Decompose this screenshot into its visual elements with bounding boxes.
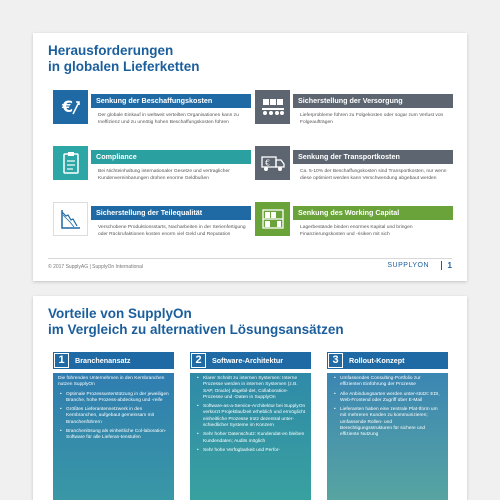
challenge-card [255,146,455,200]
list-item: • Optimale Prozessunterstützung in der jeweiligen Branche, hohe Prozess-abdeckung und -reife [58,392,169,405]
column-number: 3 [328,353,343,368]
challenge-card [53,146,253,200]
list-item: • Umfassendes Consulting-Portfolio zur effizienten Einführung der Prozesse [332,376,443,389]
challenge-description: Bei Nichteinhaltung internationaler Gesetze und vertraglicher Kundenvereinbarungen drohen enorme Geldbußen [98,169,230,181]
column-number: 1 [54,353,69,368]
column-body [53,373,174,500]
challenge-title: Senkung der Transportkosten [293,150,453,164]
footer-divider [48,258,452,259]
list-item: • Software-as-a-Service-Architektur bei SupplyOn verkürzt Projektlaufzeit erheblich und ermöglicht einheitliche Prozesse trotz dezentral unter-schiedlicher Systeme im Konzern [195,404,306,429]
challenge-title: Senkung der Beschaffungskosten [91,94,251,108]
list-item: • Branchenlösung als einheitliche Col-laboration-Software für alle Lieferan-tenstufen [58,429,169,442]
challenge-description: Lagerbestände binden enormes Kapital und bringen Finanzierungskosten und -risiken mit sich [300,225,413,237]
challenge-card [53,90,253,144]
quality-icon [53,202,88,236]
column-title: Branchenansatz [75,356,131,365]
footer-text: © 2017 SupplyAG | SupplyOn International [48,264,144,270]
challenge-description: Der globale Einkauf in weltweit verteilten Organisationen kann zu Ineffizienz und zu unnötig hohen Beschaffungskosten führen [98,113,239,125]
svg-text:€: € [61,97,73,116]
column-title: Rollout-Konzept [349,356,405,365]
bullet-list [58,392,169,442]
challenge-description: Verschobene Produktionsstarts, Nacharbeiten in der Serienfertigung oder Rückrufaktionen kosten enorm viel Geld und Reputation [98,225,246,237]
challenge-title: Compliance [91,150,251,164]
list-item: • Sehr hohe Verfügbarkeit und Perfor- [195,448,306,454]
challenge-title: Senkung des Working Capital [293,206,453,220]
advantage-column [327,352,448,500]
list-item: • Lieferanten haben eine zentrale Plat-tform um mit mehreren Kunden zu kommunizieren; umfassende Rollen- und Berechtigungsstrukturen für sichere und effiziente Nutzung [332,407,443,438]
challenge-description: Lieferprobleme führen zu Folgekosten oder sogar zum Verlust von Folgeaufträgen [300,113,444,125]
supplyon-logo: SUPPLYON [387,262,429,269]
clipboard-icon [53,146,88,180]
advantage-column [190,352,311,500]
list-item: • Größtes Lieferantennetzwerk in den Kernbranchen, aufgebaut gemeinsam mit Branchenführern [58,407,169,426]
conveyor-icon [255,90,290,124]
list-item: • Sehr hoher Datenschutz: Kundendat-en bleiben Kundendaten; Audits möglich [195,432,306,445]
slide-challenges [33,33,467,281]
challenge-description: Ca. 5-10% der Beschaffungskosten sind Transportkosten, nur wenn diese optimiert werden kann Verschwendung abgebaut werden [300,169,447,181]
slide-title: Vorteile von SupplyOn im Vergleich zu alternativen Lösungsansätzen [48,306,344,337]
bullet-list [195,376,306,454]
challenge-card [255,90,455,144]
column-header [190,352,311,369]
column-header [53,352,174,369]
challenge-card [255,202,455,256]
euro-icon [53,90,88,124]
column-header [327,352,448,369]
bullet-list [332,376,443,439]
list-item: • Klarer Schnitt zu internen Systemen: Interne Prozesse werden in internen Systemen (z.B. SAP, Oracle) abgebil-det, Collaboration-Prozesse und -Daten in SupplyOn [195,376,306,401]
column-title: Software-Architektur [212,356,284,365]
list-item: • Alle Anbindungsarten werden unter-stützt: EDI, Web-Frontend oder Zugriff über E-Mail [332,392,443,405]
warehouse-icon [255,202,290,236]
svg-text:€: € [264,158,270,168]
challenge-title: Sicherstellung der Teilequalität [91,206,251,220]
slide-advantages [33,296,467,500]
slide-title: Herausforderungen in globalen Lieferketten [48,43,200,74]
page-number: 1 [441,261,452,270]
truck-icon [255,146,290,180]
challenge-card [53,202,253,256]
column-intro: Die führenden Unternehmen in den Kernbranchen nutzen SupplyOn [58,376,165,388]
advantage-column [53,352,174,500]
challenge-title: Sicherstellung der Versorgung [293,94,453,108]
column-number: 2 [191,353,206,368]
column-body [190,373,311,500]
column-body [327,373,448,500]
